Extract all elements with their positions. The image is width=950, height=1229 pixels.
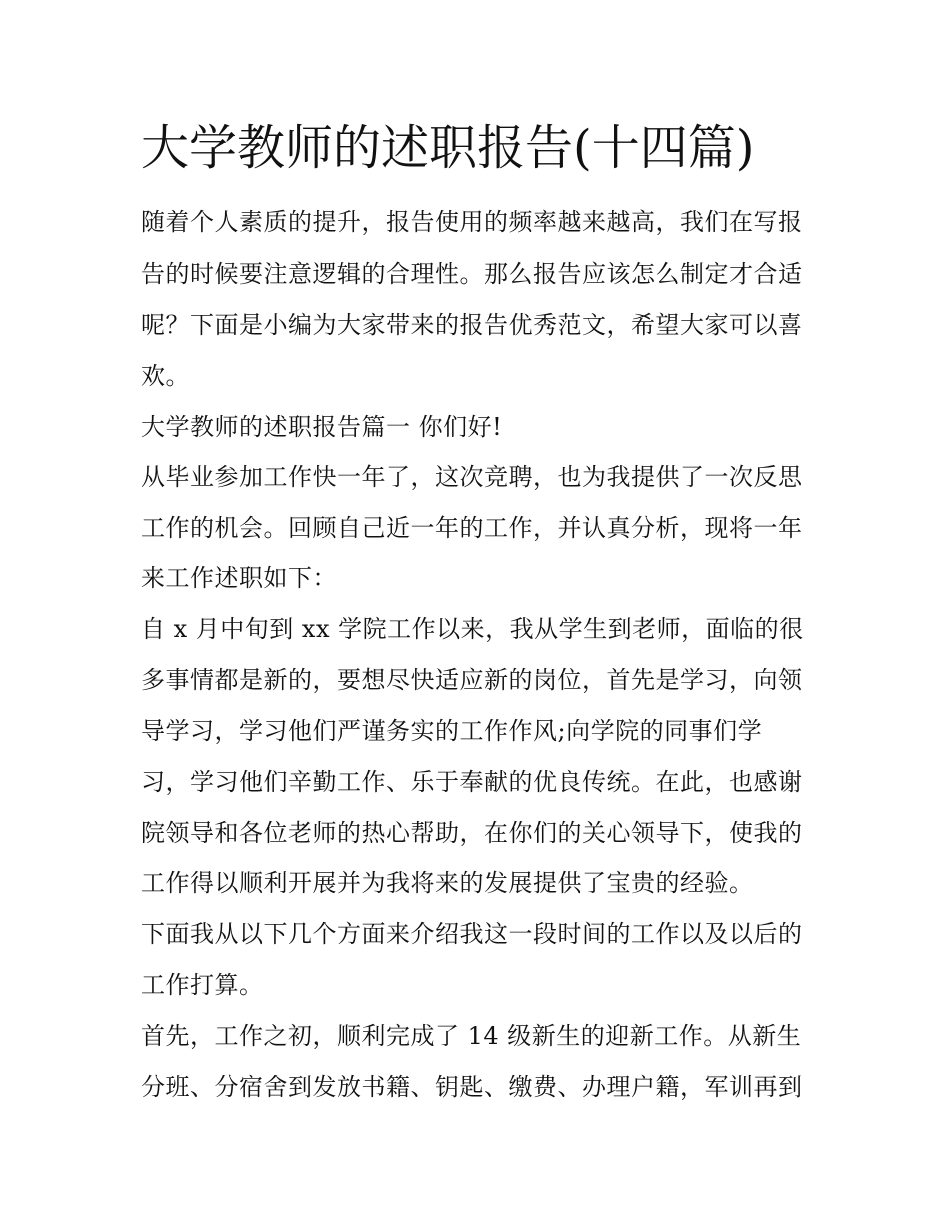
document-title: 大学教师的述职报告(十四篇) bbox=[141, 120, 755, 176]
section-heading-line: 大学教师的述职报告篇一 你们好! bbox=[141, 413, 503, 441]
text-line: 呢？下面是小编为大家带来的报告优秀范文，希望大家可以喜 bbox=[141, 311, 803, 339]
text-line: 随着个人素质的提升，报告使用的频率越来越高，我们在写报 bbox=[141, 208, 803, 236]
text-line: 工作的机会。回顾自己近一年的工作，并认真分析，现将一年 bbox=[141, 514, 803, 542]
text-line: 告的时候要注意逻辑的合理性。那么报告应该怎么制定才合适 bbox=[141, 260, 803, 288]
text-line: 工作打算。 bbox=[141, 971, 264, 999]
text-line: 多事情都是新的，要想尽快适应新的岗位，首先是学习，向领 bbox=[141, 666, 803, 694]
text-line: 首先，工作之初，顺利完成了 14 级新生的迎新工作。从新生 bbox=[141, 1022, 802, 1050]
text-line: 习，学习他们辛勤工作、乐于奉献的优良传统。在此，也感谢 bbox=[141, 768, 803, 796]
text-line: 导学习，学习他们严谨务实的工作作风;向学院的同事们学 bbox=[141, 717, 763, 745]
text-line: 工作得以顺利开展并为我将来的发展提供了宝贵的经验。 bbox=[141, 869, 754, 897]
text-line: 来工作述职如下： bbox=[141, 564, 337, 592]
text-line: 下面我从以下几个方面来介绍我这一段时间的工作以及以后的 bbox=[141, 920, 803, 948]
text-line: 欢。 bbox=[141, 362, 190, 390]
text-line: 从毕业参加工作快一年了，这次竞聘，也为我提供了一次反思 bbox=[141, 463, 803, 491]
text-line: 自 x 月中旬到 xx 学院工作以来，我从学生到老师，面临的很 bbox=[141, 615, 804, 643]
text-line: 分班、分宿舍到发放书籍、钥匙、缴费、办理户籍，军训再到 bbox=[141, 1073, 803, 1101]
text-line: 院领导和各位老师的热心帮助，在你们的关心领导下，使我的 bbox=[141, 819, 803, 847]
